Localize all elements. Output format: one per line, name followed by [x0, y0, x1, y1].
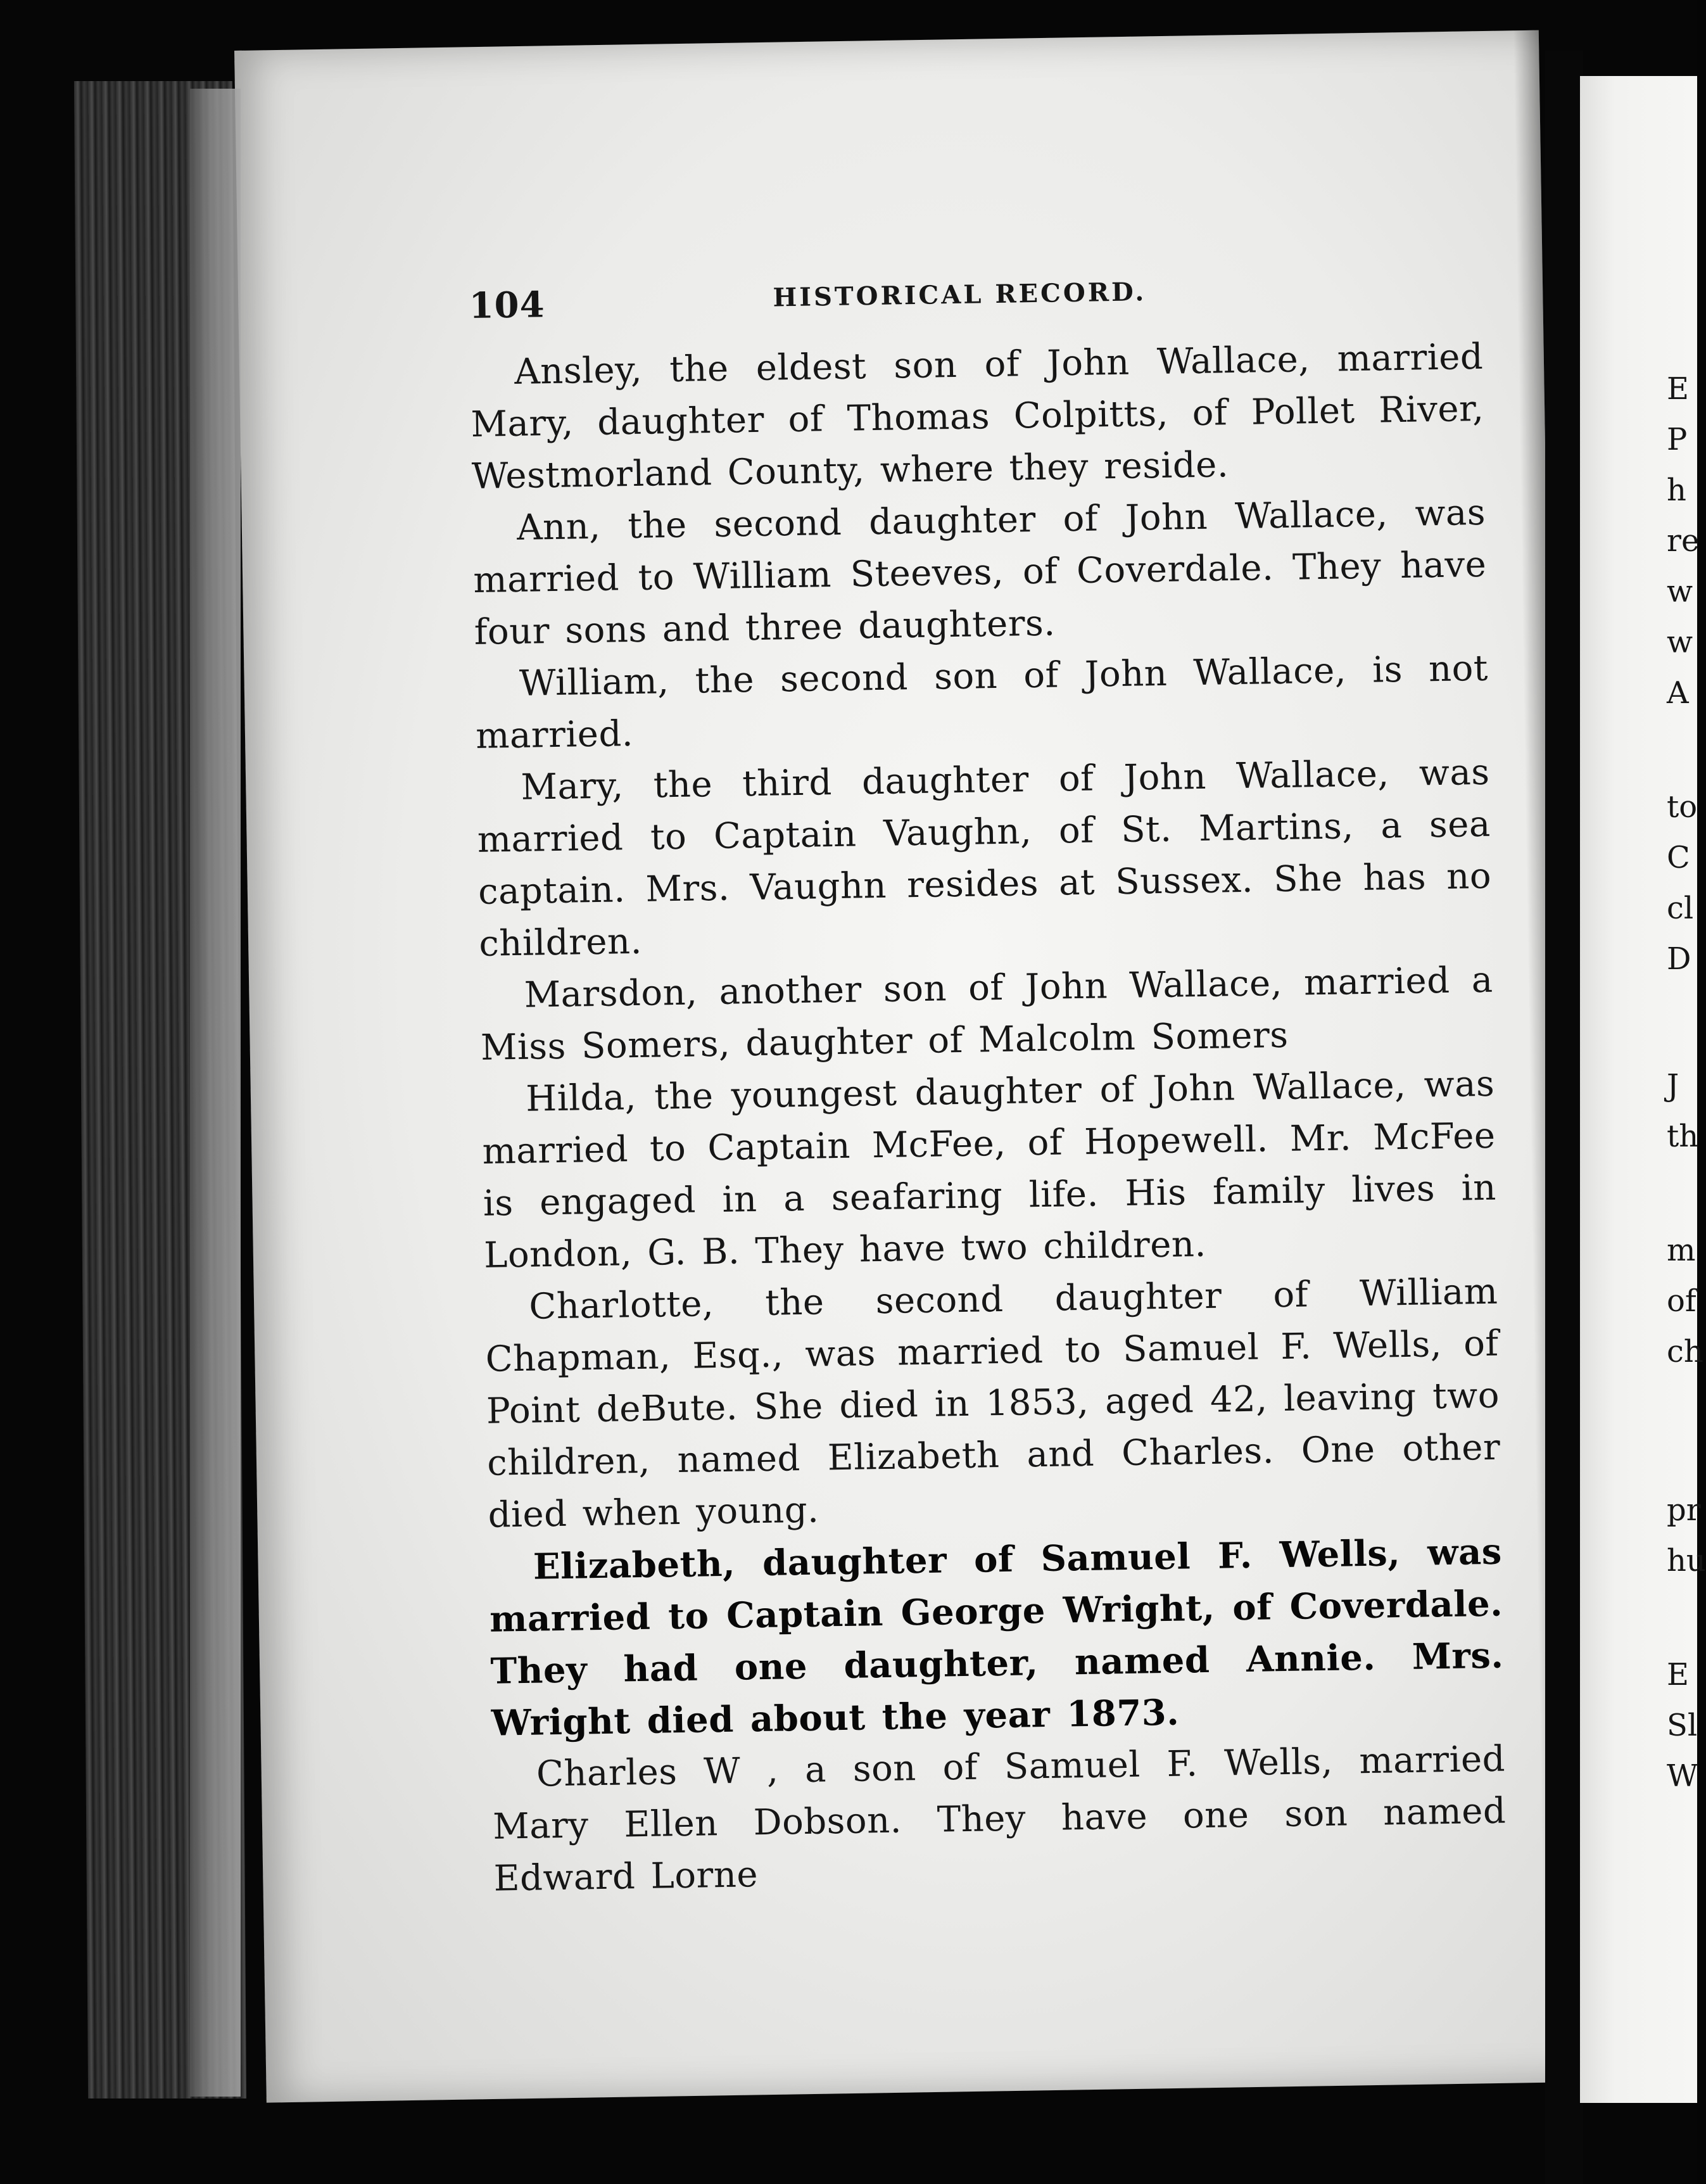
- running-title: HISTORICAL RECORD.: [773, 277, 1147, 313]
- paragraph-hilda: Hilda, the youngest daughter of John Wallace, was married to Captain McFee, of Hopewell. Mr. McFee is engaged in a seafaring life. His family lives in London, G. B. They have two children.: [482, 1063, 1497, 1276]
- fragment: m: [1667, 1233, 1696, 1268]
- paragraph-ansley: Ansley, the eldest son of John Wallace, married Mary, daughter of Thomas Colpitts, of Pollet River, Westmorland County, where they reside.: [471, 336, 1484, 497]
- fragment: Sl: [1667, 1708, 1698, 1743]
- fragment: h: [1667, 473, 1686, 508]
- fragment: D: [1667, 941, 1691, 977]
- fragment: E: [1667, 371, 1690, 407]
- fragment: P: [1667, 422, 1688, 457]
- fragment: th: [1667, 1119, 1699, 1154]
- fragment: C: [1667, 840, 1690, 875]
- fragment: of: [1667, 1283, 1697, 1319]
- fragment: w: [1667, 625, 1693, 660]
- fragment: W: [1667, 1758, 1698, 1794]
- page-number: 104: [469, 284, 546, 327]
- fragment: to: [1667, 789, 1698, 825]
- fragment: re: [1667, 523, 1700, 559]
- fragment: w: [1667, 574, 1693, 609]
- fragment: J: [1667, 1068, 1679, 1103]
- paragraph-charles: Charles W , a son of Samuel F. Wells, married Mary Ellen Dobson. They have one son named Edward Lorne: [492, 1738, 1507, 1900]
- fragment: E: [1667, 1657, 1690, 1692]
- page-text-block: [469, 263, 1507, 1905]
- paragraph-marsdon: Marsdon, another son of John Wallace, married a Miss Somers, daughter of Malcolm Somers: [480, 959, 1494, 1069]
- paragraph-mary: Mary, the third daughter of John Wallace, was married to Captain Vaughn, of St. Martins, a sea captain. Mrs. Vaughn resides at Sussex. She has no children.: [477, 751, 1492, 965]
- book-gutter: [1545, 51, 1583, 2184]
- fragment: ch: [1667, 1334, 1703, 1369]
- paragraph-william: William, the second son of John Wallace, is not married.: [475, 647, 1489, 757]
- paragraph-charlotte: Charlotte, the second daughter of William Chapman, Esq., was married to Samuel F. Wells, of Point deBute. She died in 1853, aged 42, leaving two children, named Elizabeth and Charles. One other died when young.: [485, 1271, 1501, 1536]
- paragraph-ann: Ann, the second daughter of John Wallace, was married to William Steeves, of Coverdale. They have four sons and three daughters.: [472, 492, 1487, 653]
- fragment: cl: [1667, 891, 1694, 926]
- fragment: pr: [1667, 1492, 1701, 1528]
- paragraph-elizabeth: Elizabeth, daughter of Samuel F. Wells, was married to Captain George Wright, of Coverdale. They had one daughter, named Annie. Mrs. Wright died about the year 1873.: [489, 1530, 1504, 1744]
- page-gutter-shadow: [190, 89, 241, 2097]
- fragment: hu: [1667, 1543, 1706, 1578]
- fragment: A: [1667, 675, 1689, 711]
